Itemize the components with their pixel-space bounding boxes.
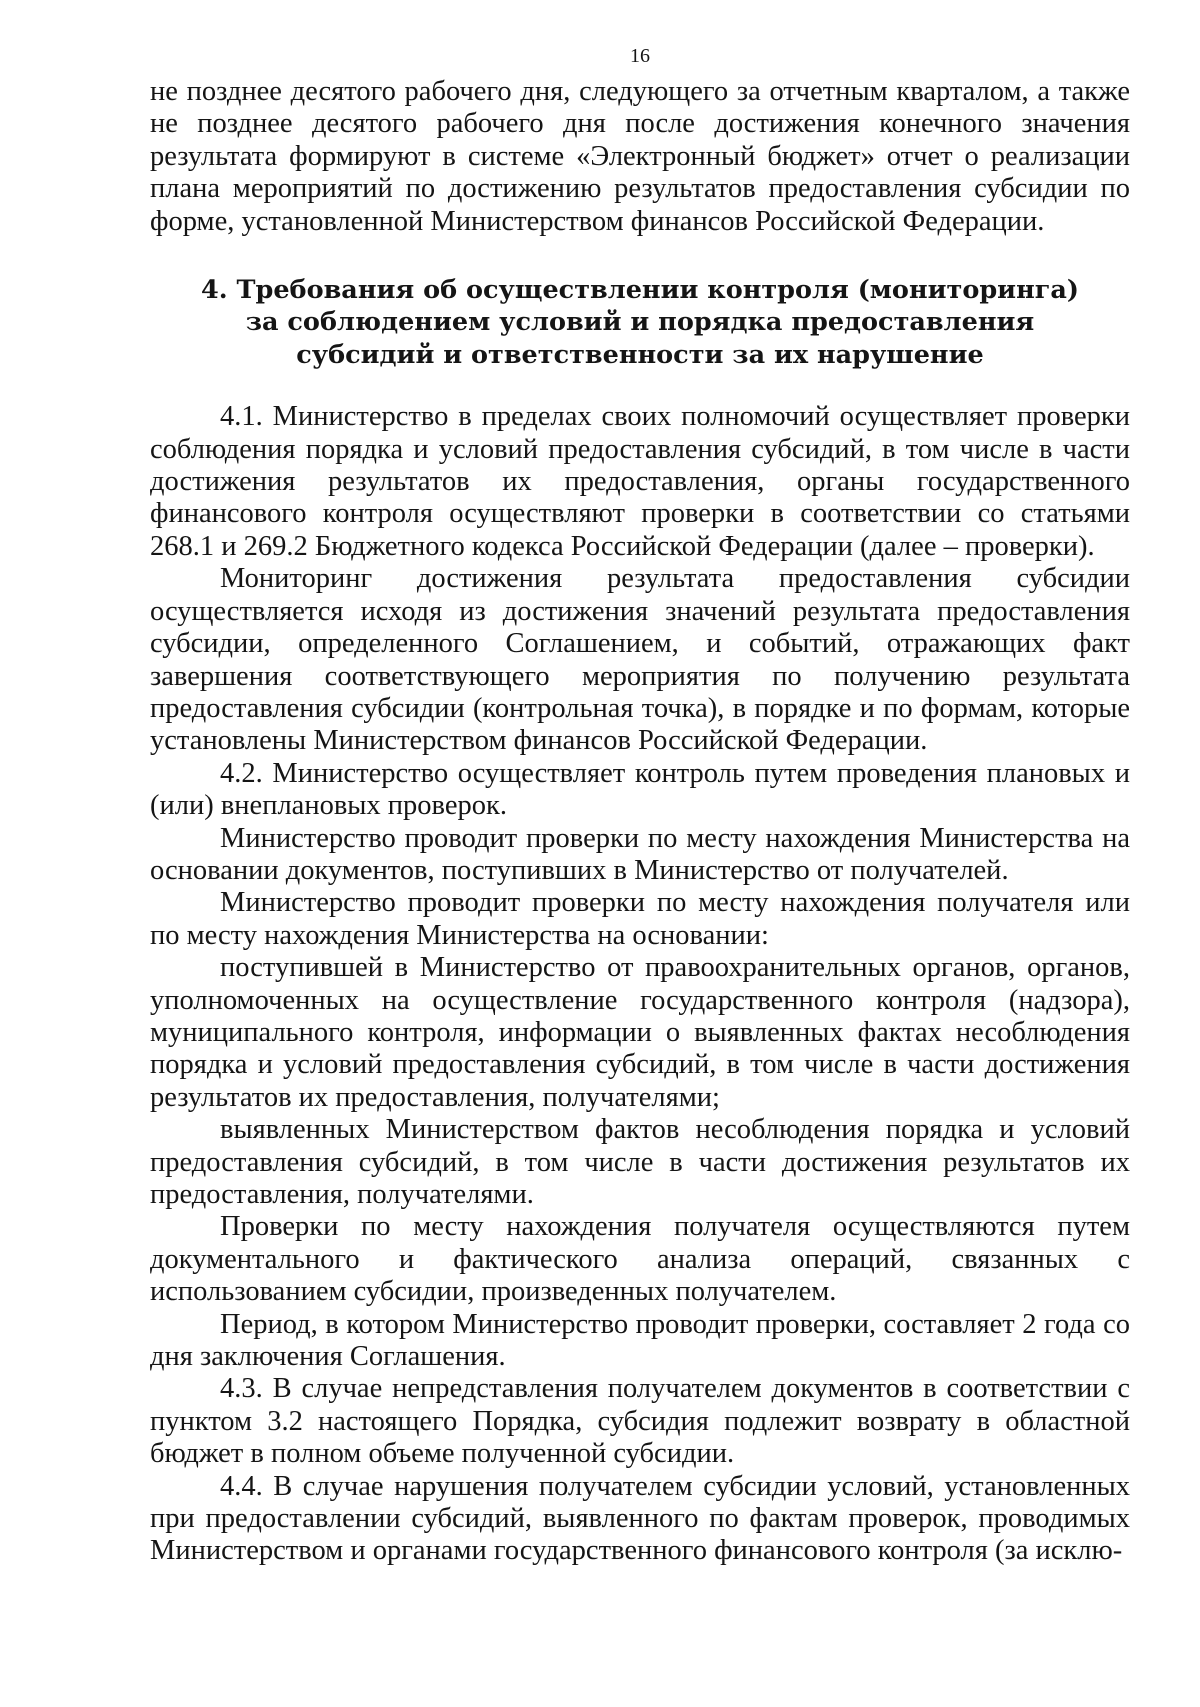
page-number: 16: [630, 45, 650, 67]
paragraph-checks-recipient: Министерство проводит проверки по месту нахождения получателя или по месту нахождения Министерства на основании:: [150, 887, 1130, 951]
section-heading-line: 4. Требования об осуществлении контроля (мониторинга): [201, 275, 1079, 306]
section-heading-line: субсидий и ответственности за их нарушение: [296, 339, 984, 370]
paragraph-monitoring: Мониторинг достижения результата предоставления субсидии осуществляется исходя из достижения значений результата предоставления субсидии, определенного Соглашением, и событий, отражающих факт завершения соответствующего мероприятия по получению результата предоставления субсидии (контрольная точка), в порядке и по формам, которые установлены Министерством финансов Российской Федерации.: [150, 563, 1130, 757]
paragraph-checks-method: Проверки по месту нахождения получателя осуществляются путем документального и фактического анализа операций, связанных с использованием субсидии, произведенных получателем.: [150, 1211, 1130, 1308]
paragraph-4-1: 4.1. Министерство в пределах своих полномочий осуществляет проверки соблюдения порядка и условий предоставления субсидий, в том числе в части достижения результатов их предоставления, органы государственного финансового контроля осуществляют проверки в соответствии со статьями 268.1 и 269.2 Бюджетного кодекса Российской Федерации (далее – проверки).: [150, 401, 1130, 562]
intro-paragraph: не позднее десятого рабочего дня, следующего за отчетным кварталом, а также не позднее десятого рабочего дня после достижения конечного значения результата формируют в системе «Электронный бюджет» отчет о реализации плана мероприятий по достижению результатов предоставления субсидии по форме, установленной Министерством финансов Российской Федерации.: [150, 76, 1130, 237]
section-heading: [150, 274, 1130, 371]
paragraph-basis-information: поступившей в Министерство от правоохранительных органов, органов, уполномоченных на осуществление государственного контроля (надзора), муниципального контроля, информации о выявленных фактах несоблюдения порядка и условий предоставления субсидий, в том числе в части достижения результатов их предоставления, получателями;: [150, 952, 1130, 1113]
section-heading-line: за соблюдением условий и порядка предоставления: [245, 307, 1035, 338]
paragraph-4-4: 4.4. В случае нарушения получателем субсидии условий, установленных при предоставлении субсидий, выявленного по фактам проверок, проводимых Министерством и органами государственного финансового контроля (за исклю-: [150, 1470, 1130, 1567]
paragraph-4-3: 4.3. В случае непредставления получателем документов в соответствии с пунктом 3.2 настоящего Порядка, субсидия подлежит возврату в областной бюджет в полном объеме полученной субсидии.: [150, 1373, 1130, 1470]
paragraph-checks-ministry: Министерство проводит проверки по месту нахождения Министерства на основании документов, поступивших в Министерство от получателей.: [150, 822, 1130, 886]
document-page: [150, 44, 1130, 1568]
paragraph-4-2: 4.2. Министерство осуществляет контроль путем проведения плановых и (или) внеплановых проверок.: [150, 757, 1130, 822]
paragraph-basis-findings: выявленных Министерством фактов несоблюдения порядка и условий предоставления субсидий, в том числе в части достижения результатов их предоставления, получателями.: [150, 1114, 1130, 1210]
paragraph-checks-period: Период, в котором Министерство проводит проверки, составляет 2 года со дня заключения Соглашения.: [150, 1308, 1130, 1373]
